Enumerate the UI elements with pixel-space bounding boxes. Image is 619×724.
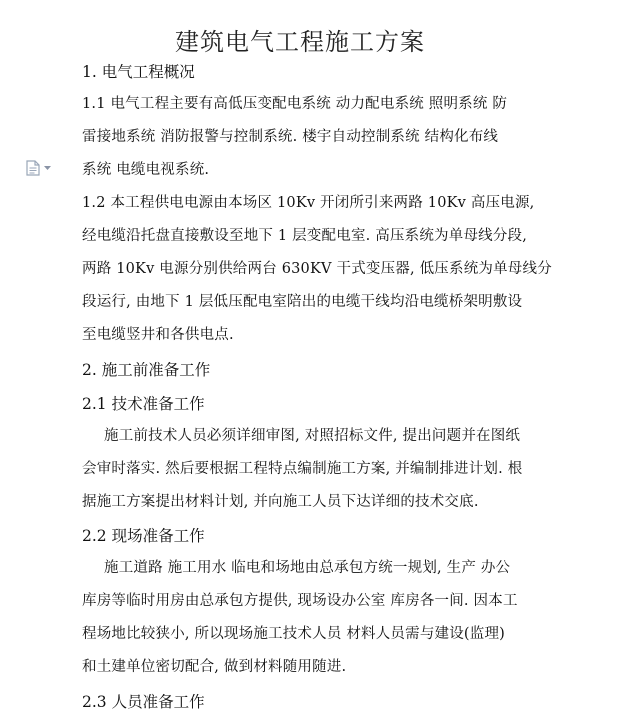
text-line: 和土建单位密切配合, 做到材料随用随进.	[82, 659, 347, 675]
text-line: 施工道路 施工用水 临电和场地由总承包方统一规划, 生产 办公	[104, 560, 511, 576]
text-line: 雷接地系统 消防报警与控制系统. 楼宇自动控制系统 结构化布线	[82, 129, 499, 145]
text-line: 据施工方案提出材料计划, 并向施工人员下达详细的技术交底.	[82, 494, 479, 510]
document-icon	[26, 160, 40, 176]
text-line: 段运行, 由地下 1 层低压配电室陪出的电缆干线均沿电缆桥架明敷设	[82, 294, 523, 310]
paragraph-2-1	[82, 420, 538, 519]
text-line: 施工前技术人员必须详细审图, 对照招标文件, 提出问题并在图纸	[104, 428, 521, 444]
text-line: 1.2 本工程供电电源由本场区 10Kv 开闭所引来两路 10Kv 高压电源,	[82, 195, 535, 211]
document-title: 建筑电气工程施工方案	[175, 28, 425, 56]
text-line: 1.1 电气工程主要有高低压变配电系统 动力配电系统 照明系统 防	[82, 96, 508, 112]
subsection-heading-2-2: 2.2 现场准备工作	[82, 527, 205, 545]
document-page	[82, 0, 552, 711]
text-line: 库房等临时用房由总承包方提供, 现场设办公室 库房各一间. 因本工	[82, 593, 518, 609]
text-line: 会审时落实. 然后要根据工程特点编制施工方案, 并编制排进计划. 根	[82, 461, 523, 477]
text-line: 两路 10Kv 电源分别供给两台 630KV 干式变压器, 低压系统为单母线分	[82, 261, 552, 277]
paragraph-1-2	[82, 187, 552, 352]
paragraph-2-2	[82, 552, 538, 684]
section-heading-2: 2. 施工前准备工作	[82, 361, 211, 379]
text-line: 程场地比较狭小, 所以现场施工技术人员 材料人员需与建设(监理)	[82, 626, 506, 642]
text-line: 经电缆沿托盘直接敷设至地下 1 层变配电室. 高压系统为单母线分段,	[82, 228, 528, 244]
text-line: 系统 电缆电视系统.	[82, 162, 210, 178]
paragraph-1-1	[82, 88, 538, 187]
document-menu-button[interactable]	[26, 158, 56, 178]
subsection-heading-2-1: 2.1 技术准备工作	[82, 395, 205, 413]
section-heading-1: 1. 电气工程概况	[82, 63, 195, 81]
chevron-down-icon	[44, 166, 51, 171]
text-line: 至电缆竖井和各供电点.	[82, 327, 234, 343]
subsection-heading-2-3: 2.3 人员准备工作	[82, 693, 205, 711]
